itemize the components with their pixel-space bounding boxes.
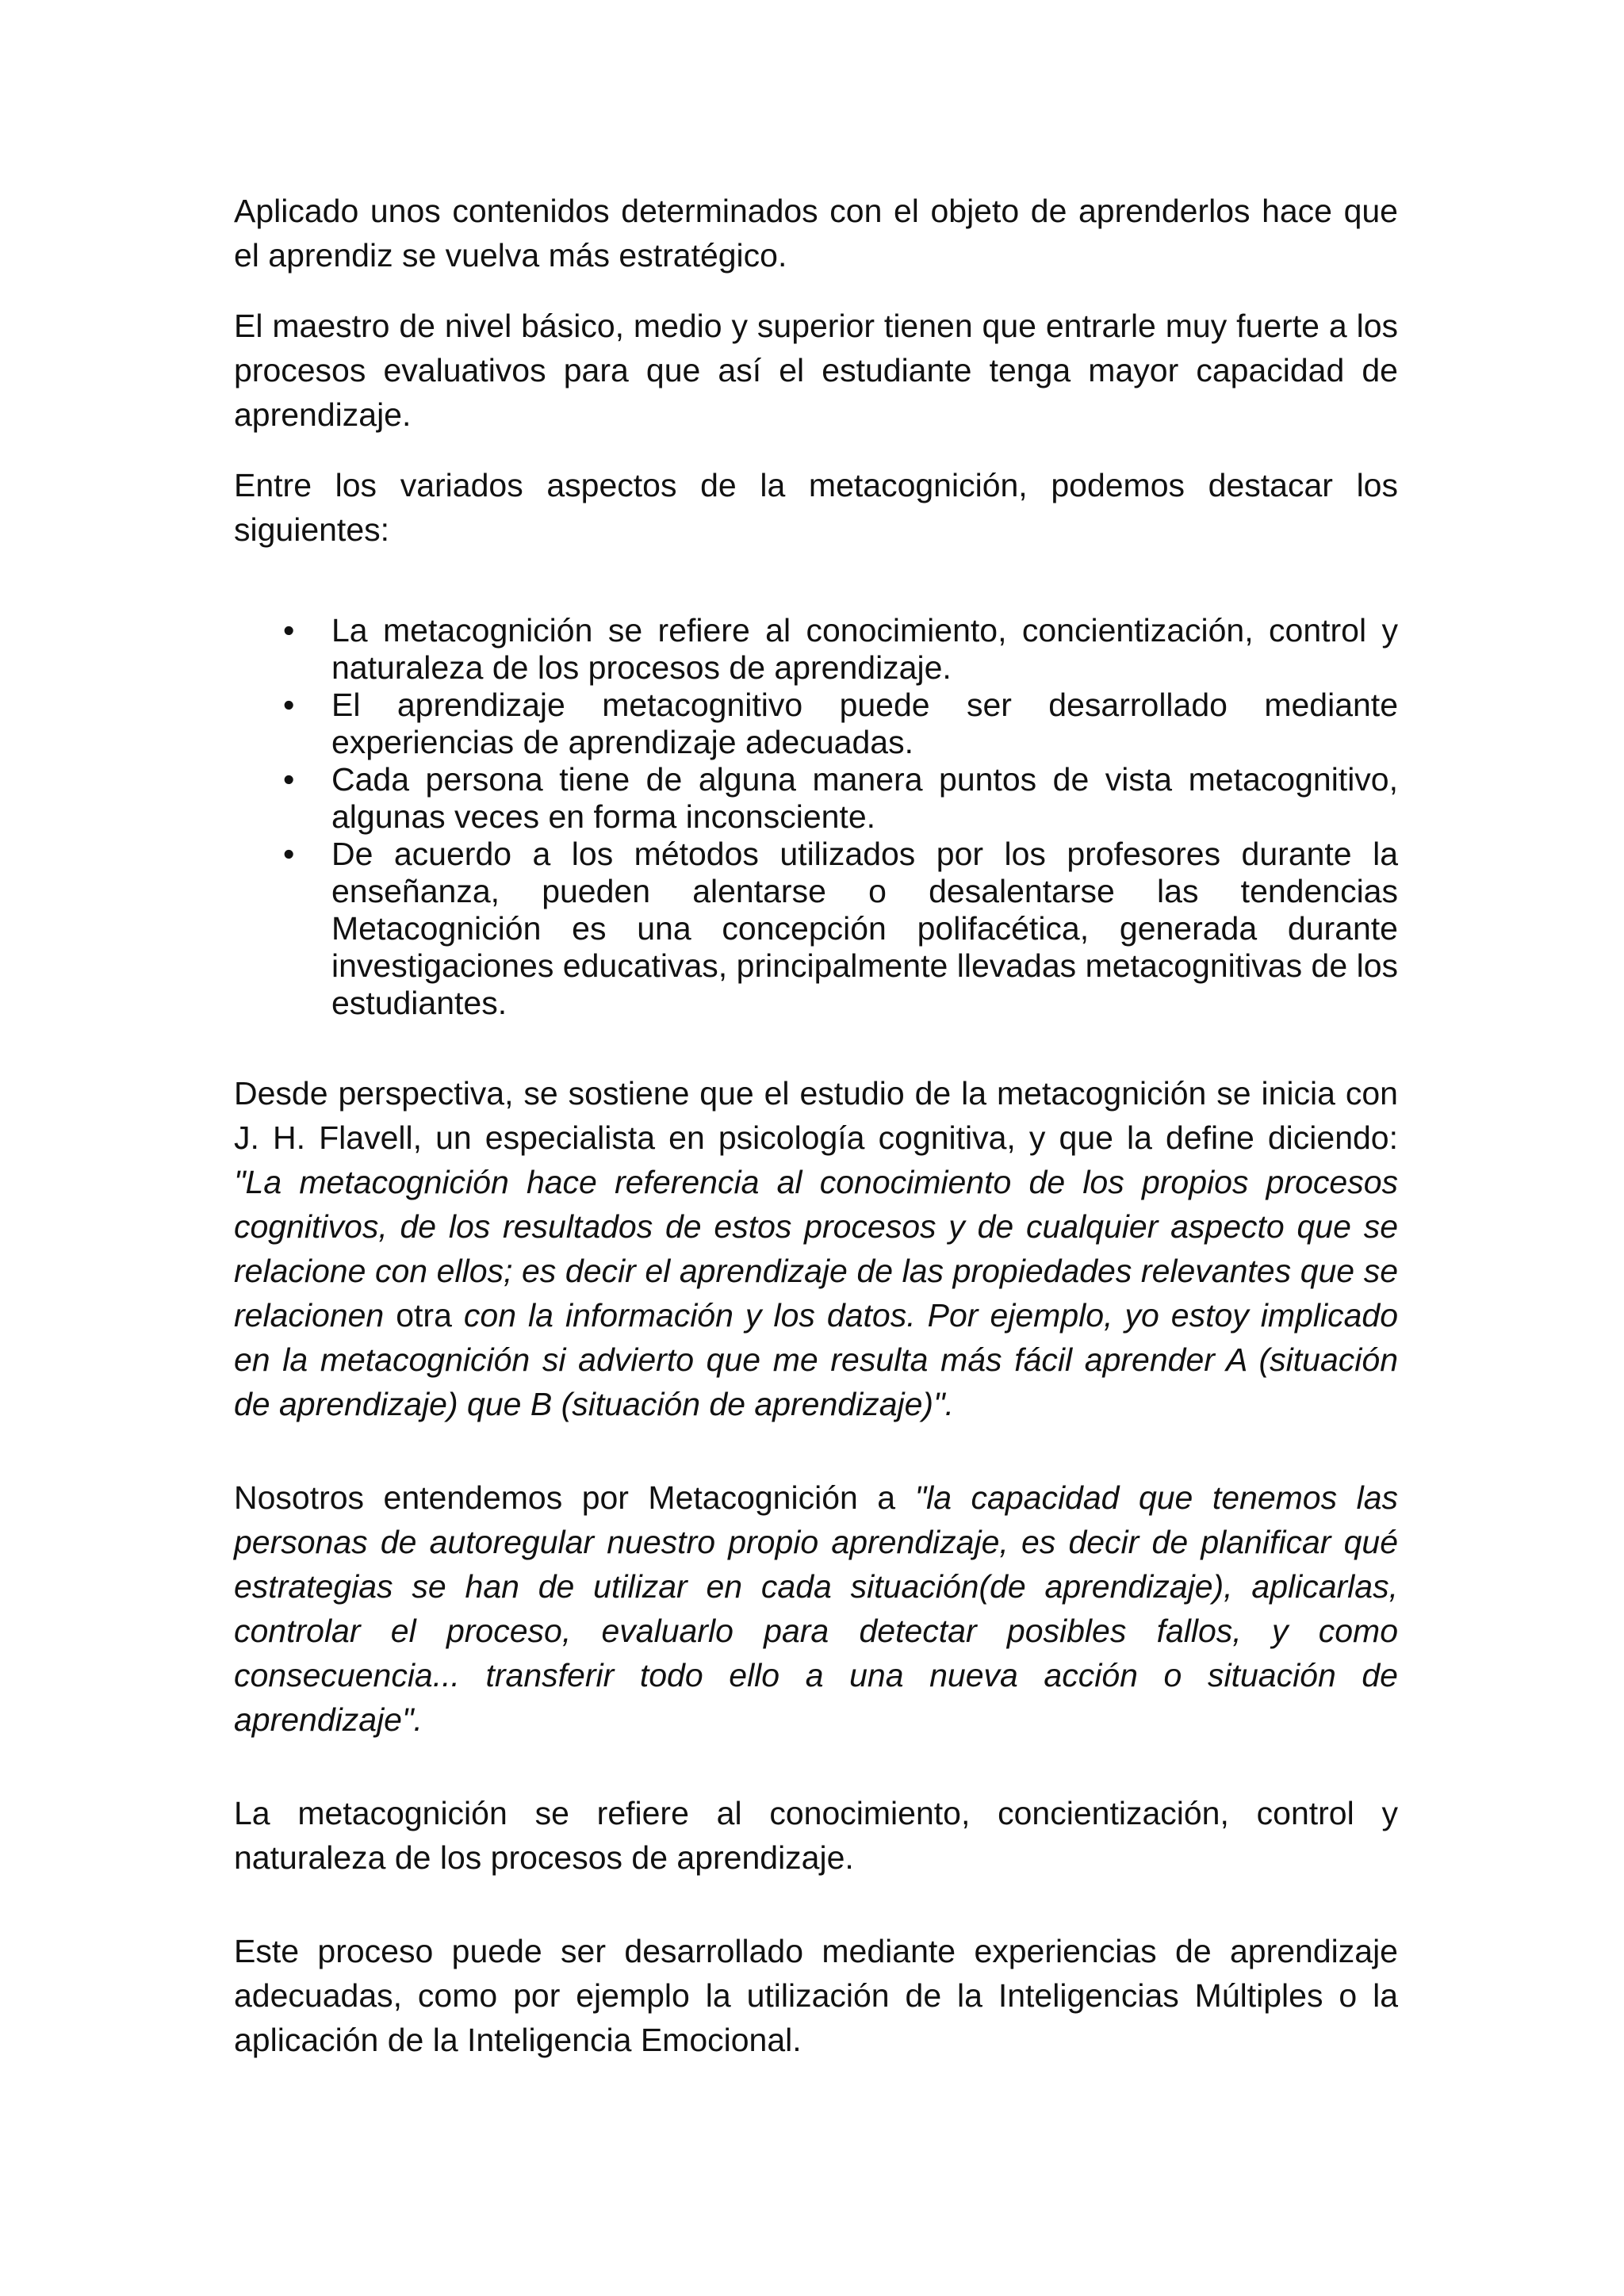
list-item-text: El aprendizaje metacognitivo puede ser desarrollado mediante experiencias de aprendizaje adecuadas. [331, 687, 1398, 760]
paragraph-definition [234, 1475, 1398, 1742]
list-item-text: De acuerdo a los métodos utilizados por los profesores durante la enseñanza, pueden alentarse o desalentarse las tendencias Metacognición es una concepción polifacética, generada durante investigaciones educativas, principalmente llevadas metacognitivas de los estudiantes. [331, 836, 1398, 1021]
bullet-icon: • [283, 761, 295, 798]
list-item [234, 612, 1398, 687]
list-item-text: La metacognición se refiere al conocimiento, concientización, control y naturaleza de los procesos de aprendizaje. [331, 612, 1398, 686]
paragraph-1: Aplicado unos contenidos determinados con el objeto de aprenderlos hace que el aprendiz se vuelva más estratégico. [234, 193, 1398, 274]
list-item [234, 761, 1398, 836]
document-page [234, 189, 1398, 2088]
paragraph-flavell [234, 1071, 1398, 1426]
paragraph-3: Entre los variados aspectos de la metacognición, podemos destacar los siguientes: [234, 467, 1398, 548]
list-item-text: Cada persona tiene de alguna manera puntos de vista metacognitivo, algunas veces en forma inconsciente. [331, 761, 1398, 835]
definition-quote: "la capacidad que tenemos las personas de autoregular nuestro propio aprendizaje, es decir de planificar qué estrategias se han de utilizar en cada situación(de aprendizaje), aplicarlas, controlar el proceso, evaluarlo para detectar posibles fallos, y como consecuencia... transferir todo ello a una nueva acción o situación de aprendizaje". [234, 1479, 1398, 1738]
paragraph-7: Este proceso puede ser desarrollado mediante experiencias de aprendizaje adecuadas, como por ejemplo la utilización de la Inteligencias Múltiples o la aplicación de la Inteligencia Emocional. [234, 1933, 1398, 2058]
flavell-quote-part-1: "La metacognición hace referencia al conocimiento de los propios procesos cognitivos, de los resultados de estos procesos y de cualquier aspecto que se relacione con ellos; es decir el aprendizaje de las propiedades relevantes que se relacionen [234, 1164, 1398, 1334]
bullet-icon: • [283, 836, 295, 872]
bullet-icon: • [283, 687, 295, 723]
list-item [234, 836, 1398, 1022]
bullet-icon: • [283, 612, 295, 649]
paragraph-definition-intro: Nosotros entendemos por Metacognición a [234, 1479, 915, 1516]
paragraph-flavell-intro: Desde perspectiva, se sostiene que el estudio de la metacognición se inicia con J. H. Flavell, un especialista en psicología cognitiva, y que la define diciendo: [234, 1075, 1398, 1156]
paragraph-6: La metacognición se refiere al conocimiento, concientización, control y naturaleza de los procesos de aprendizaje. [234, 1795, 1398, 1876]
paragraph-2: El maestro de nivel básico, medio y superior tienen que entrarle muy fuerte a los procesos evaluativos para que así el estudiante tenga mayor capacidad de aprendizaje. [234, 308, 1398, 433]
flavell-quote-part-2: con la información y los datos. Por ejemplo, yo estoy implicado en la metacognición si advierto que me resulta más fácil aprender A (situación de aprendizaje) que B (situación de aprendizaje)". [234, 1297, 1399, 1422]
list-item [234, 687, 1398, 761]
bullet-list [234, 612, 1398, 1022]
spacer [234, 578, 1398, 612]
flavell-plain-word: otra [384, 1297, 464, 1334]
